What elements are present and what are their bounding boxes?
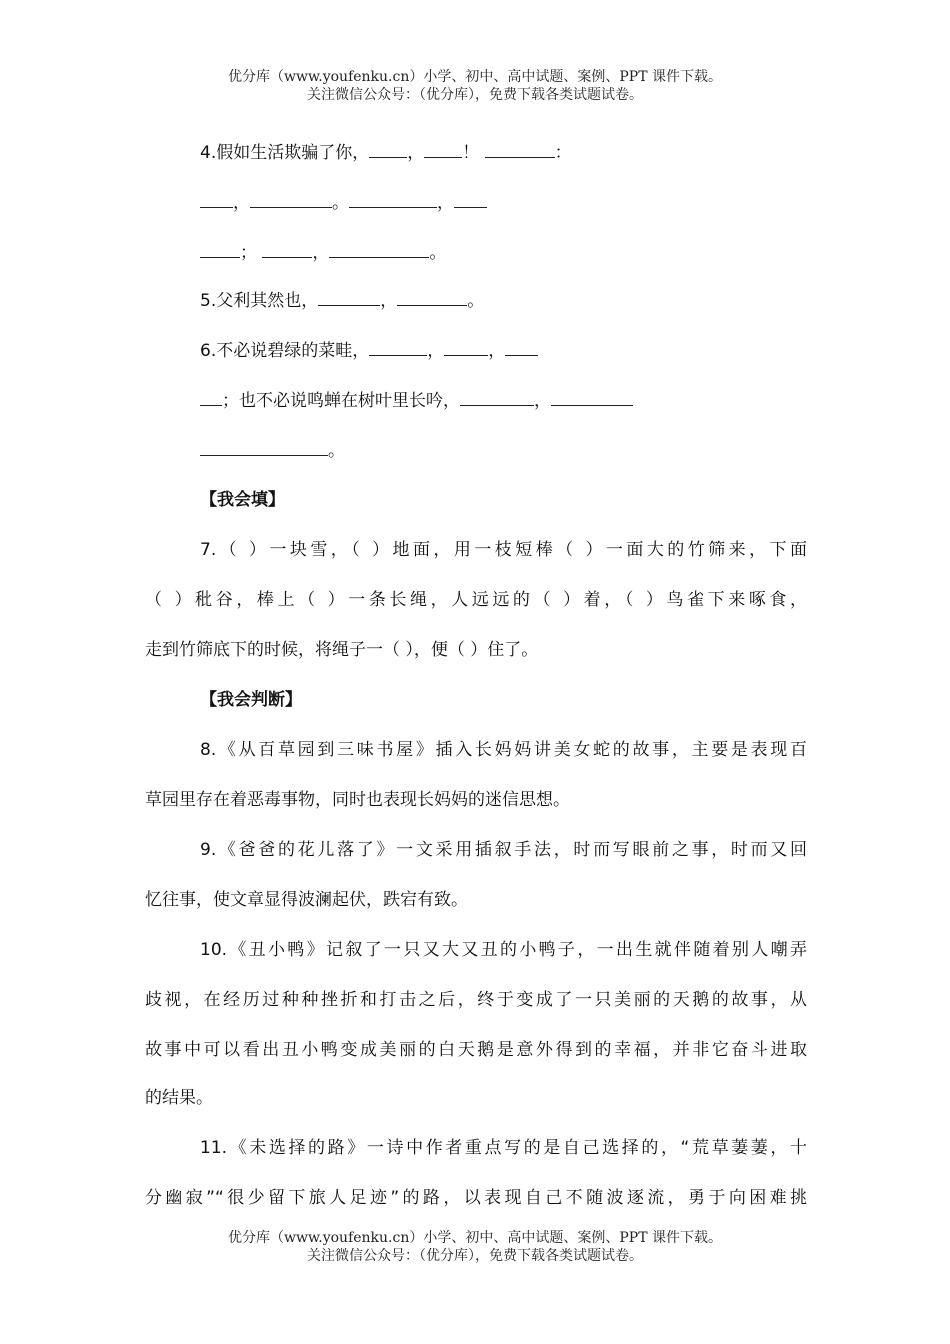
question-4-line-3: ； ， 。 [200, 240, 446, 265]
answer-blank[interactable] [200, 190, 233, 208]
answer-blank[interactable] [369, 140, 407, 158]
question-7-line-2: （ ）秕谷，棒上（ ）一条长绳，人远远的（ ）着，（ ）鸟雀下来啄食， [145, 590, 807, 610]
answer-blank[interactable] [454, 190, 487, 208]
answer-blank[interactable] [349, 190, 437, 208]
answer-blank[interactable] [200, 388, 222, 406]
answer-blank[interactable] [369, 338, 427, 356]
answer-blank[interactable] [250, 190, 332, 208]
question-9-line-2: 忆往事，使文章显得波澜起伏，跌宕有致。 [145, 890, 468, 910]
question-7-line-3: 走到竹筛底下的时候，将绳子一（ ），便（ ）住了。 [145, 640, 539, 660]
section-heading-judge: 【我会判断】 [200, 690, 302, 710]
answer-blank[interactable] [444, 338, 488, 356]
section-heading-fill: 【我会填】 [200, 490, 285, 510]
question-5: 5.父利其然也， ， 。 [200, 288, 484, 313]
answer-blank[interactable] [424, 140, 462, 158]
answer-blank[interactable] [551, 388, 633, 406]
question-4-line-1: 4.假如生活欺骗了你， ， ！ ： [200, 140, 572, 165]
question-10-line-4: 的结果。 [145, 1088, 213, 1108]
question-7-line-1: 7.（ ）一块雪，（ ）地面，用一枝短棒（ ）一面大的竹筛来，下面 [200, 540, 807, 560]
question-8-line-1: 8.《从百草园到三味书屋》插入长妈妈讲美女蛇的故事，主要是表现百 [200, 740, 807, 760]
answer-blank[interactable] [329, 240, 429, 258]
header-line-2: 关注微信公众号：（优分库），免费下载各类试题试卷。 [307, 87, 643, 103]
answer-blank[interactable] [485, 140, 555, 158]
answer-blank[interactable] [200, 240, 240, 258]
footer-line-2: 关注微信公众号：（优分库），免费下载各类试题试卷。 [307, 1248, 643, 1264]
answer-blank[interactable] [460, 388, 534, 406]
question-8-line-2: 草园里存在着恶毒事物，同时也表现长妈妈的迷信思想。 [145, 790, 570, 810]
question-6-line-3: 。 [200, 438, 345, 463]
question-11-line-2: 分幽寂”“很少留下旅人足迹”的路，以表现自己不随波逐流，勇于向困难挑 [145, 1188, 807, 1208]
question-11-line-1: 11.《未选择的路》一诗中作者重点写的是自己选择的，“荒草萋萋，十 [200, 1138, 807, 1158]
question-10-line-2: 歧视，在经历过种种挫折和打击之后，终于变成了一只美丽的天鹅的故事，从 [145, 990, 807, 1010]
page-header [0, 68, 950, 104]
answer-blank[interactable] [397, 288, 467, 306]
question-9-line-1: 9.《爸爸的花儿落了》一文采用插叙手法，时而写眼前之事，时而又回 [200, 840, 807, 860]
question-10-line-3: 故事中可以看出丑小鸭变成美丽的白天鹅是意外得到的幸福，并非它奋斗进取 [145, 1040, 807, 1060]
answer-blank[interactable] [262, 240, 312, 258]
header-line-1: 优分库（www.youfenku.cn）小学、初中、高中试题、案例、PPT 课件下载。 [227, 69, 722, 85]
question-6-line-1: 6.不必说碧绿的菜畦， ， ， [200, 338, 538, 363]
question-6-line-2: ；也不必说鸣蝉在树叶里长吟， ， [200, 388, 633, 413]
page-footer [0, 1229, 950, 1265]
question-4-line-2: ， 。 ， [200, 190, 487, 215]
answer-blank[interactable] [505, 338, 538, 356]
answer-blank[interactable] [318, 288, 380, 306]
question-10-line-1: 10.《丑小鸭》记叙了一只又大又丑的小鸭子，一出生就伴随着别人嘲弄 [200, 940, 807, 960]
footer-line-1: 优分库（www.youfenku.cn）小学、初中、高中试题、案例、PPT 课件下载。 [227, 1230, 722, 1246]
answer-blank[interactable] [200, 438, 328, 456]
